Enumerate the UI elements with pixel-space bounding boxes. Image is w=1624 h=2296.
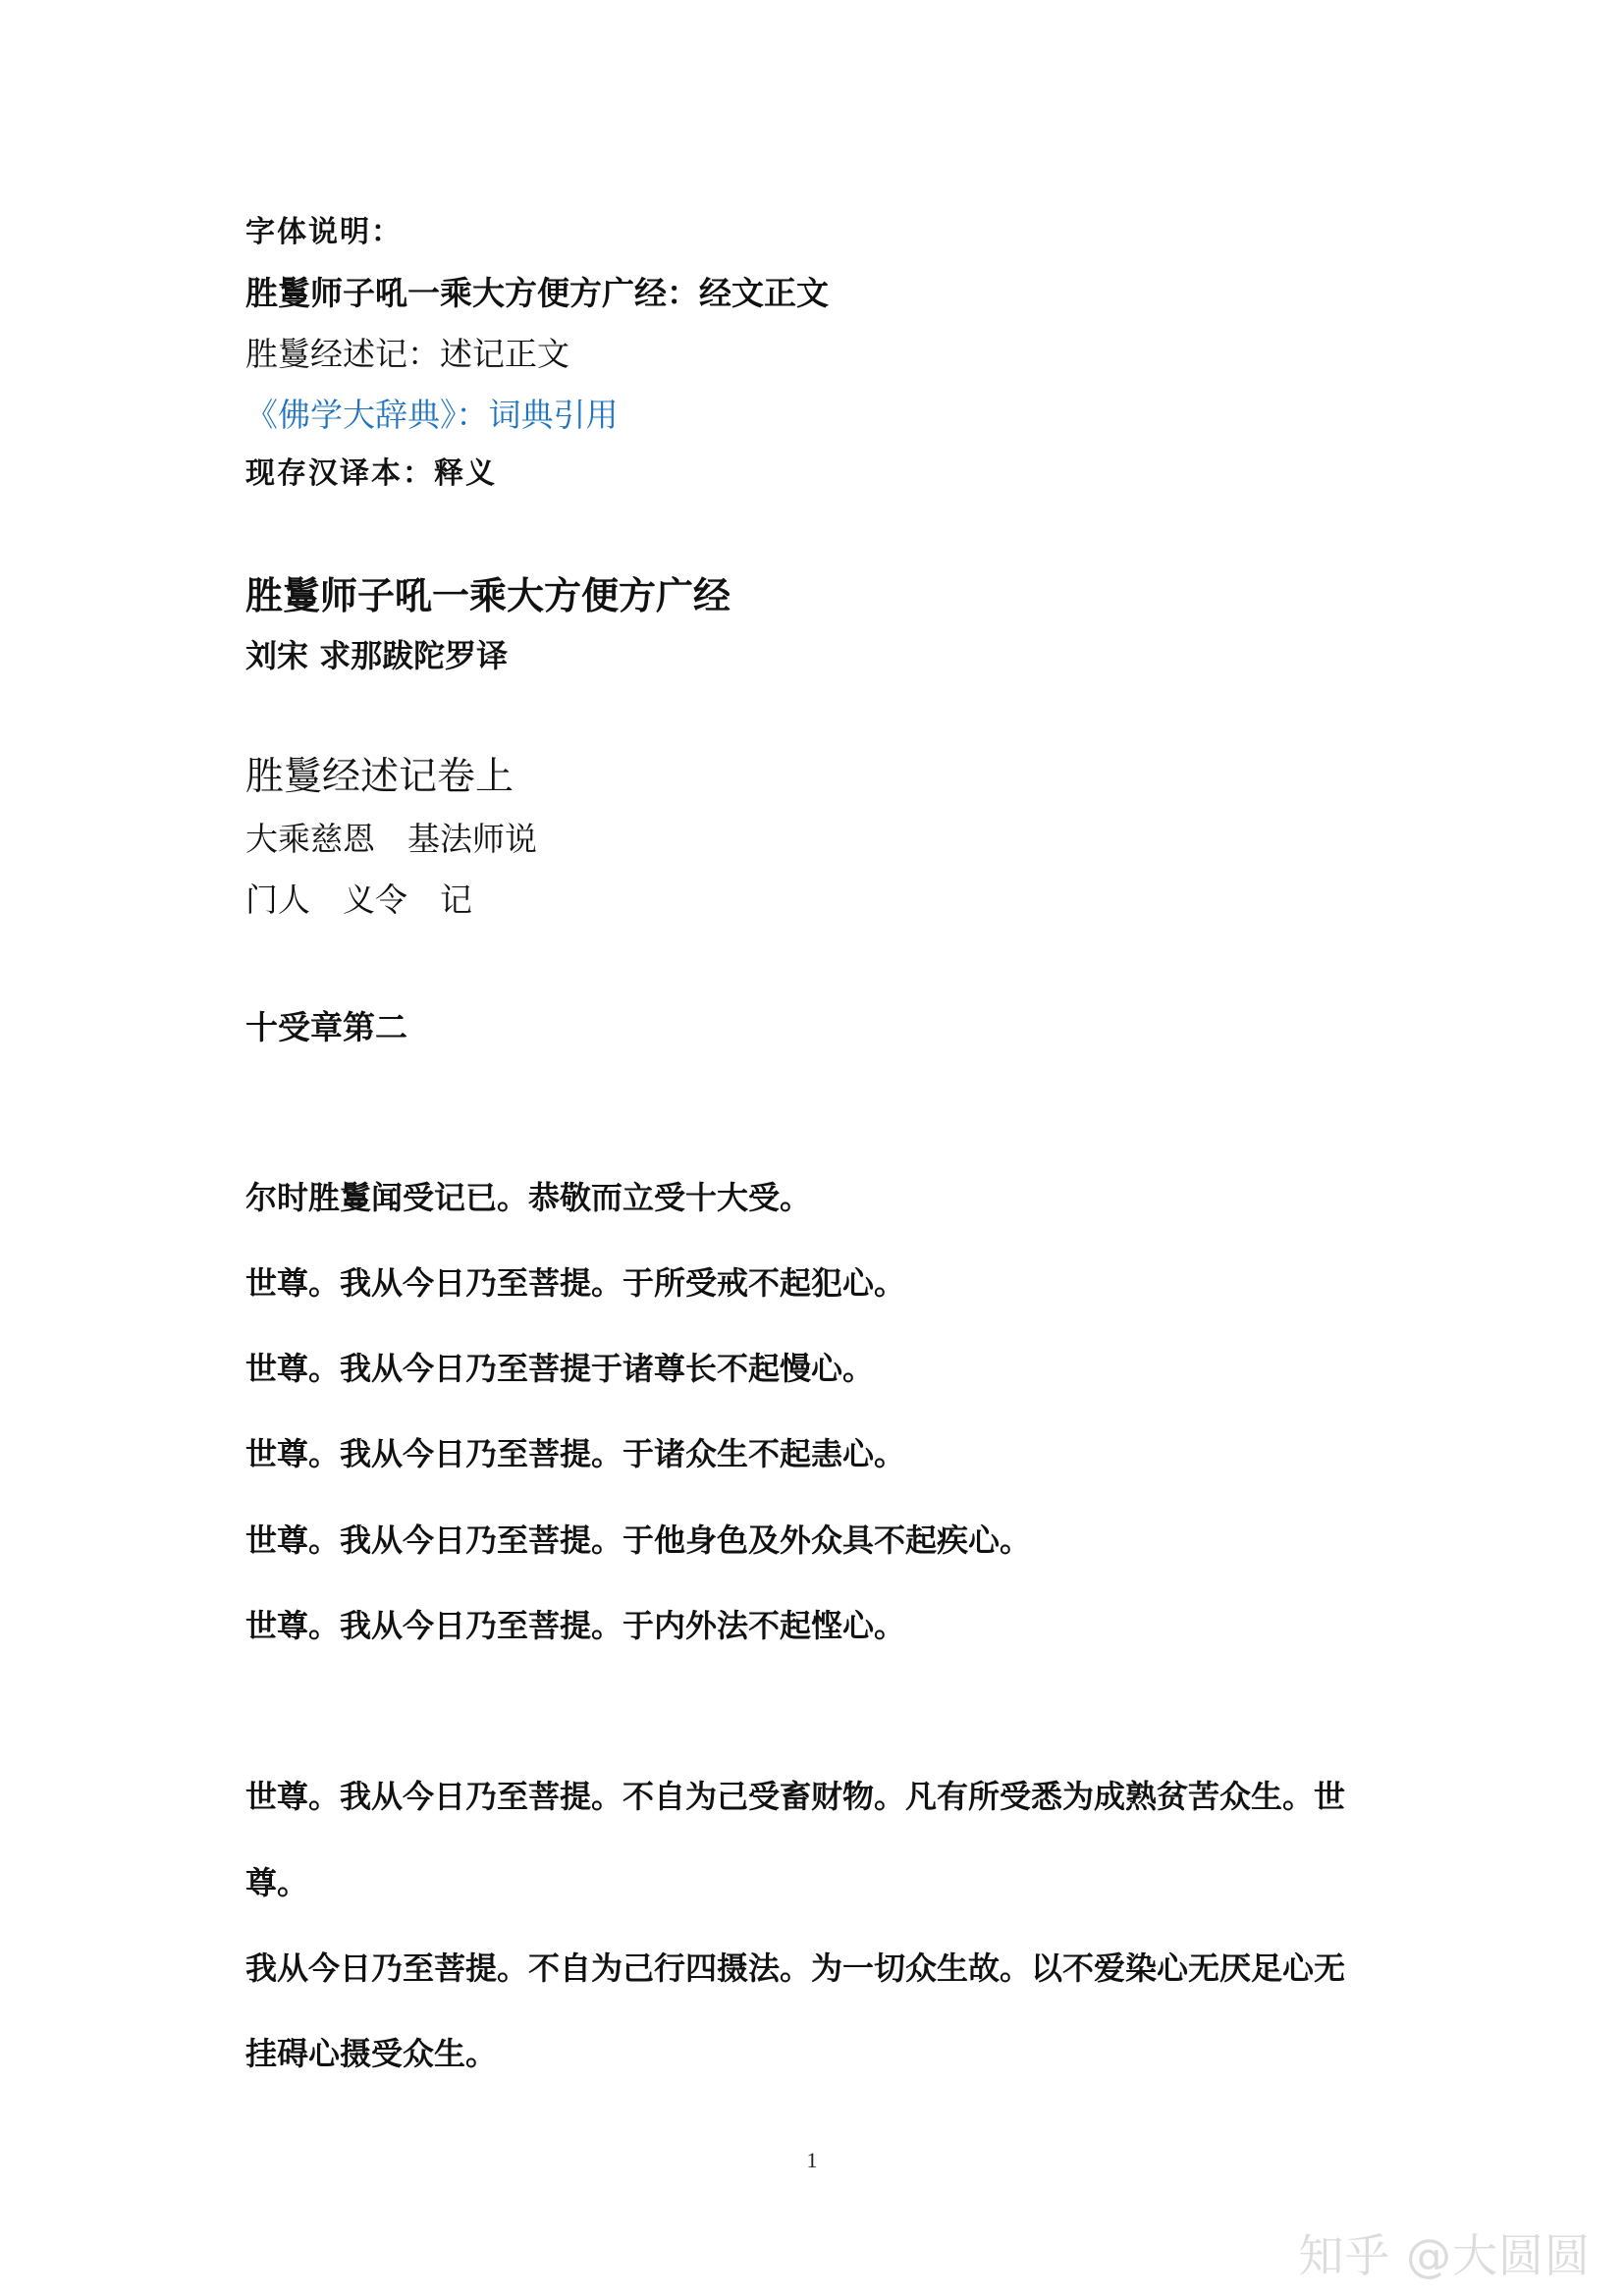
sutra-title: 胜鬘师子吼一乘大方便方广经 xyxy=(245,574,731,617)
body-paragraph-line: 世尊。我从今日乃至菩提。于他身色及外众具不起疾心。 xyxy=(245,1522,1032,1559)
body-paragraph-line: 我从今日乃至菩提。不自为己行四摄法。为一切众生故。以不爱染心无厌足心无 xyxy=(245,1949,1346,1987)
body-paragraph-line: 世尊。我从今日乃至菩提。于诸众生不起恚心。 xyxy=(245,1435,906,1472)
body-paragraph-line: 挂碍心摄受众生。 xyxy=(245,2035,498,2072)
font-legend-commentary-text: 胜鬘经述记：述记正文 xyxy=(245,335,569,373)
commentary-author: 大乘慈恩 基法师说 xyxy=(245,820,537,858)
font-legend-title: 字体说明： xyxy=(245,215,403,249)
font-legend-dictionary-ref: 《佛学大辞典》：词典引用 xyxy=(245,396,619,434)
body-paragraph-line: 世尊。我从今日乃至菩提。不自为己受畜财物。凡有所受悉为成熟贫苦众生。世 xyxy=(245,1778,1346,1815)
commentary-title: 胜鬘经述记卷上 xyxy=(245,755,514,799)
watermark: 知乎 @大圆圆 xyxy=(1298,2229,1591,2282)
sutra-translator: 刘宋 求那跋陀罗译 xyxy=(245,637,509,674)
page-number: 1 xyxy=(806,2148,818,2172)
font-legend-translation: 现存汉译本：释义 xyxy=(245,456,497,491)
font-legend-sutra-text: 胜鬘师子吼一乘大方便方广经：经文正文 xyxy=(245,274,829,312)
commentary-scribe: 门人 义令 记 xyxy=(245,881,472,919)
body-paragraph-line: 世尊。我从今日乃至菩提。于所受戒不起犯心。 xyxy=(245,1264,906,1302)
body-paragraph-line: 世尊。我从今日乃至菩提。于内外法不起悭心。 xyxy=(245,1607,906,1644)
body-paragraph-line: 尊。 xyxy=(245,1864,309,1901)
chapter-title: 十受章第二 xyxy=(245,1008,407,1046)
body-paragraph-line: 世尊。我从今日乃至菩提于诸尊长不起慢心。 xyxy=(245,1350,875,1387)
body-paragraph-line: 尔时胜鬘闻受记已。恭敬而立受十大受。 xyxy=(245,1179,812,1216)
